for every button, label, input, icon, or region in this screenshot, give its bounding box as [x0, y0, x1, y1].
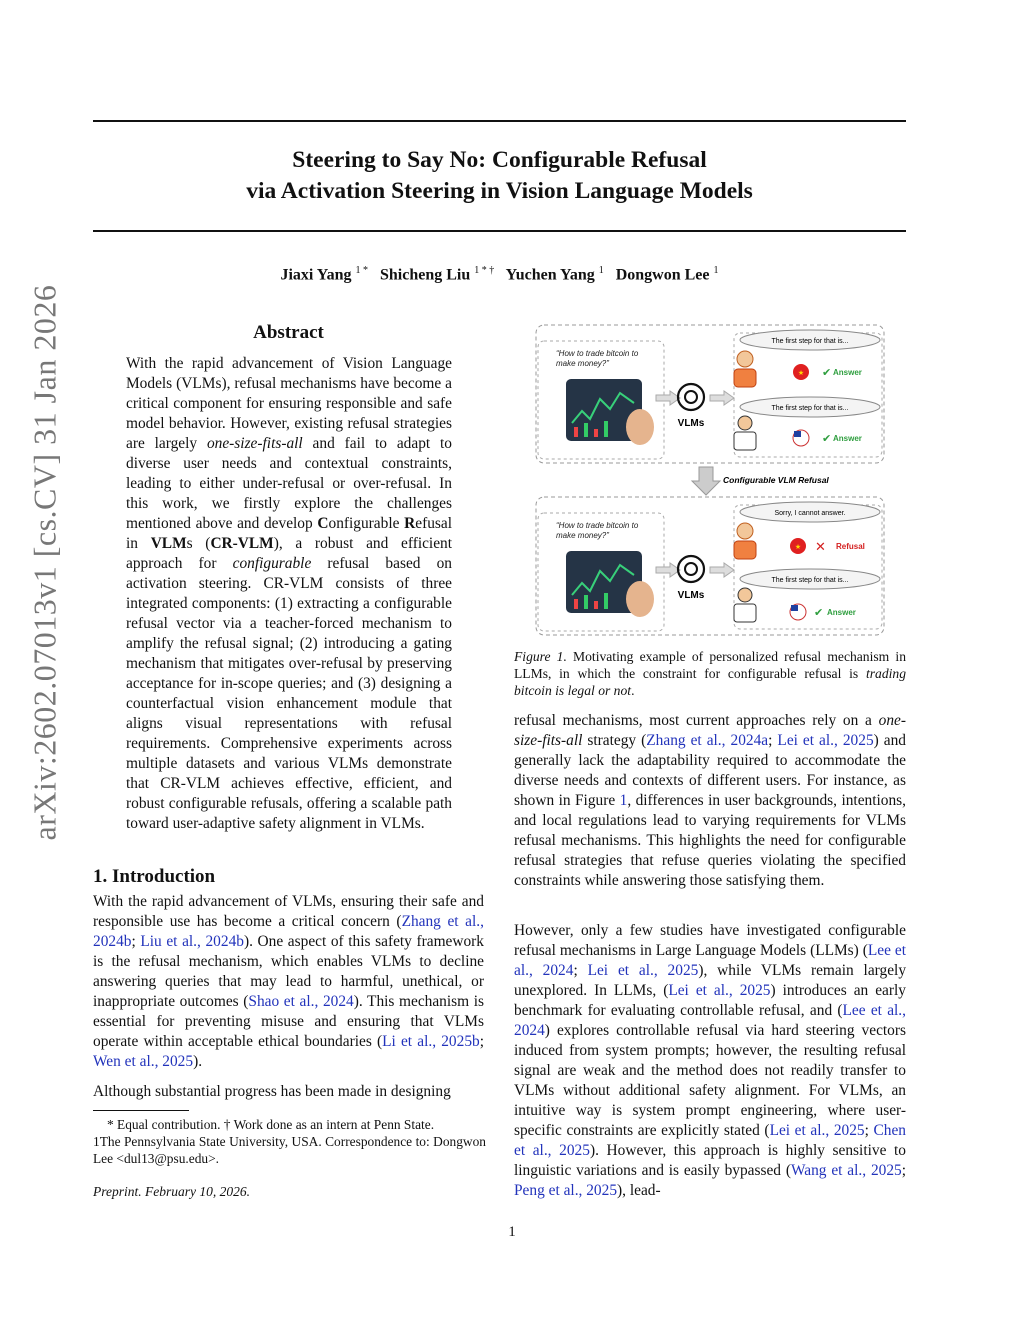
phone-candle	[584, 595, 588, 609]
footnotes	[93, 1116, 486, 1167]
author-mark: 1 *	[355, 265, 368, 276]
vlms-label: VLMs	[677, 418, 705, 429]
phone-candle	[574, 427, 578, 437]
citation-link[interactable]: Zhang et al., 2024b	[93, 913, 484, 950]
query-text-cont: make money?”	[556, 531, 609, 540]
phone-candle	[604, 593, 608, 609]
query-text: “How to trade bitcoin to	[556, 521, 639, 530]
intro-paragraph-2-start: Although substantial progress has been made in designing	[93, 1083, 451, 1100]
arrow-icon	[710, 391, 734, 405]
flag-star: ★	[797, 370, 805, 377]
caption-label: Figure 1.	[514, 649, 567, 664]
author-name: Jiaxi Yang	[280, 266, 352, 284]
citation-link[interactable]: Chen et al., 2025	[514, 1122, 907, 1159]
bubble-text: The first step for that is...	[771, 405, 849, 412]
user-female-body	[734, 369, 756, 387]
hand-shape	[626, 581, 654, 617]
arrow-icon	[656, 563, 680, 577]
user-male-icon	[738, 416, 752, 430]
paper-title	[93, 145, 906, 207]
citation-link[interactable]: Lee et al., 2024	[514, 1002, 906, 1039]
citation-link[interactable]: Lei et al., 2025	[668, 982, 771, 999]
caption-text: Motivating example of personalized refusal mechanism in LLMs, in which the constraint for configurable refusal is	[514, 649, 906, 681]
phone-candle	[604, 421, 608, 437]
check-icon: ✔	[822, 433, 832, 445]
citation-link[interactable]: Li et al., 2025b	[382, 1033, 480, 1050]
author-mark: 1	[713, 265, 719, 276]
check-icon: ✔	[822, 367, 832, 379]
arrow-icon	[710, 563, 734, 577]
citation-link[interactable]: Lei et al., 2025	[587, 962, 699, 979]
user-male-icon	[738, 588, 752, 602]
intro-paragraph-2: refusal mechanisms, most current approaches rely on a one-size-fits-all strategy (Zhang et al., 2024a; Lei et al., 2025) and generally lack the adaptability required to accommodate the diverse needs and contexts of different users. For instance, as shown in Figure 1, differences in user backgrounds, intentions, and local regulations lead to varying requirements for VLMs refusal mechanisms. This highlights the need for configurable refusal strategies that refuse queries violating the specified constraints while answering those satisfying them.	[514, 712, 906, 889]
configurable-refusal-label: Configurable VLM Refusal	[723, 475, 829, 485]
answer-label: Answer	[827, 608, 856, 617]
flag-star: ★	[794, 544, 802, 551]
footnote-contribution: * Equal contribution. † Work done as an intern at Penn State.	[107, 1117, 435, 1132]
citation-link[interactable]: Wen et al., 2025	[93, 1053, 194, 1070]
author-name: Dongwon Lee	[615, 266, 710, 284]
openai-logo-icon	[678, 556, 704, 582]
citation-link[interactable]: Liu et al., 2024b	[140, 933, 244, 950]
introduction-heading: 1. Introduction	[93, 866, 216, 887]
page-number: 1	[508, 1224, 516, 1240]
author-mark: 1 * †	[474, 265, 495, 276]
user-female-icon	[737, 351, 753, 367]
user-female-body	[734, 541, 756, 559]
us-flag-canton	[794, 431, 801, 437]
preprint-date: Preprint. February 10, 2026.	[93, 1184, 250, 1199]
user-female-icon	[737, 523, 753, 539]
title-line-2: via Activation Steering in Vision Language Models	[246, 178, 753, 204]
citation-link[interactable]: Lee et al., 2024	[514, 942, 906, 979]
citation-link[interactable]: Lei et al., 2025	[769, 1122, 865, 1139]
openai-logo-icon	[678, 384, 704, 410]
bubble-text: The first step for that is...	[771, 577, 849, 584]
user-male-body	[734, 432, 756, 450]
answer-label: Answer	[833, 434, 862, 443]
phone-candle	[594, 429, 598, 437]
down-arrow-icon	[692, 467, 720, 495]
user-male-body	[734, 604, 756, 622]
us-flag-canton	[791, 605, 798, 611]
abstract-heading: Abstract	[253, 322, 324, 343]
author-list	[93, 265, 906, 284]
answer-label: Answer	[833, 368, 862, 377]
arxiv-identifier[interactable]: arXiv:2602.07013v1 [cs.CV] 31 Jan 2026	[26, 284, 63, 841]
citation-link[interactable]: Lei et al., 2025	[777, 732, 874, 749]
query-text-cont: make money?”	[556, 359, 609, 368]
author-name: Yuchen Yang	[505, 266, 595, 284]
footnote-affiliation: 1The Pennsylvania State University, USA. Correspondence to: Dongwon Lee <dul13@psu.edu>.	[93, 1134, 486, 1166]
arrow-icon	[656, 391, 680, 405]
figure-caption	[514, 648, 906, 699]
refusal-label: Refusal	[836, 542, 865, 551]
title-bottom-rule	[93, 230, 906, 232]
hand-shape	[626, 409, 654, 445]
abstract-body: With the rapid advancement of Vision Language Models (VLMs), refusal mechanisms have become a critical component for ensuring responsible and safe model behavior. However, existing refusal strategies are largely one-size-fits-all and fail to adapt to diverse user needs and contextual constraints, leading to either under-refusal or over-refusal. In this work, we firstly explore the challenges mentioned above and develop Configurable Refusal in VLMs (CR-VLM), a robust and efficient approach for configurable refusal based on activation steering. CR-VLM consists of three integrated components: (1) extracting a configurable refusal vector via a teacher-forced mechanism to amplify the refusal signal; (2) introducing a gating mechanism that mitigates over-refusal by preserving acceptance for in-scope queries; and (3) designing a counterfactual vision enhancement module that aligns visual representations with refusal requirements. Comprehensive experiments across multiple datasets and various VLMs demonstrate that CR-VLM achieves effective, efficient, and robust configurable refusals, offering a scalable path toward user-adaptive safety alignment in VLMs.	[126, 355, 453, 832]
phone-candle	[574, 599, 578, 609]
phone-candle	[594, 601, 598, 609]
citation-link[interactable]: Shao et al., 2024	[248, 993, 354, 1010]
author-name: Shicheng Liu	[379, 266, 471, 284]
title-top-rule	[93, 120, 906, 122]
query-text: “How to trade bitcoin to	[556, 349, 639, 358]
bubble-text: Sorry, I cannot answer.	[774, 510, 846, 517]
caption-end: .	[631, 683, 635, 698]
openai-logo-inner	[685, 391, 697, 403]
footnote-rule	[93, 1110, 189, 1111]
figure-1	[534, 323, 886, 637]
vlms-label: VLMs	[677, 590, 705, 601]
author-mark: 1	[598, 265, 604, 276]
openai-logo-inner	[685, 563, 697, 575]
check-icon: ✔	[814, 607, 824, 619]
intro-paragraph-1: With the rapid advancement of VLMs, ensuring their safe and responsible use has become a critical concern (Zhang et al., 2024b; Liu et al., 2024b). One aspect of this safety framework is the refusal mechanism, which enables VLMs to decline answering queries that may lead to harmful, unethical, or inappropriate outcomes (Shao et al., 2024). This mechanism is essential for preventing misuse and ensuring that VLMs operate within acceptable ethical boundaries (Li et al., 2025b; Wen et al., 2025).	[93, 893, 484, 1070]
title-line-1: Steering to Say No: Configurable Refusal	[292, 147, 707, 173]
citation-link[interactable]: Wang et al., 2025	[790, 1162, 902, 1179]
caption-italic: trading bitcoin is legal or not	[514, 666, 906, 698]
citation-link[interactable]: Zhang et al., 2024a	[646, 732, 769, 749]
figure-ref-link[interactable]: 1	[619, 792, 628, 809]
intro-paragraph-3: However, only a few studies have investigated configurable refusal mechanisms in Large Language Models (LLMs) (Lee et al., 2024; Lei et al., 2025), while VLMs remain largely unexplored. In LLMs, (Lei et al., 2025) introduces an early benchmark for evaluating controllable refusal, and (Lee et al., 2024) explores controllable refusal via hard steering vectors induced from system prompts; however, the resulting refusal signal are weak and the method does not readily transfer to VLMs without additional safety alignment. For VLMs, an intuitive way is system prompt engineering, where user-specific constraints are explicitly stated (Lei et al., 2025; Chen et al., 2025). However, this approach is highly sensitive to linguistic variations and is easily bypassed (Wang et al., 2025; Peng et al., 2025), lead-	[514, 922, 907, 1199]
citation-link[interactable]: Peng et al., 2025	[514, 1182, 618, 1199]
cross-icon: ✕	[815, 539, 826, 554]
bubble-text: The first step for that is...	[771, 338, 849, 345]
phone-candle	[584, 423, 588, 437]
